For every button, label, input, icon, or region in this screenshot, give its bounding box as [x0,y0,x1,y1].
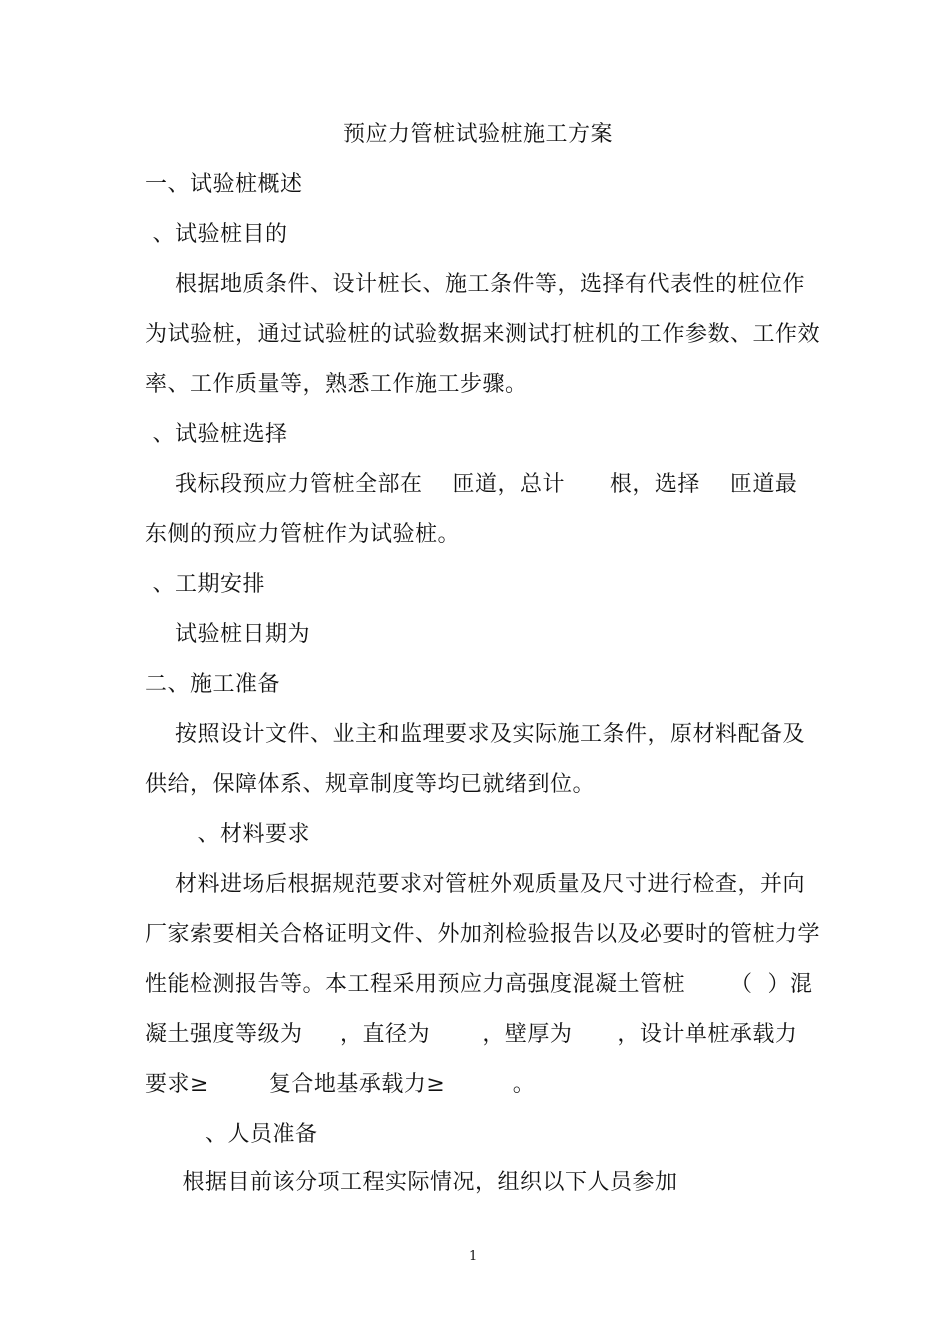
paragraph-line: 根据目前该分项工程实际情况，组织以下人员参加 [145,1170,678,1195]
paragraph-line: 率、工作质量等，熟悉工作施工步骤。 [145,372,528,397]
paragraph-line: 试验桩日期为 [145,622,310,647]
paragraph-line: 根据地质条件、设计桩长、施工条件等，选择有代表性的桩位作 [145,272,805,297]
subsection-heading-personnel: 、人员准备 [145,1122,318,1147]
subsection-heading-purpose: 、试验桩目的 [145,222,288,247]
document-title: 预应力管桩试验桩施工方案 [343,122,614,147]
section-heading-1: 一、试验桩概述 [145,172,303,197]
paragraph-line: 厂家索要相关合格证明文件、外加剂检验报告以及必要时的管桩力学 [145,922,821,947]
paragraph-line: 材料进场后根据规范要求对管桩外观质量及尺寸进行检查，并向 [145,872,805,897]
paragraph-line: 要求≥ 复合地基承载力≥ 。 [145,1072,536,1097]
paragraph-line: 按照设计文件、业主和监理要求及实际施工条件，原材料配备及 [145,722,805,747]
paragraph-line: 供给，保障体系、规章制度等均已就绪到位。 [145,772,596,797]
page-number: 1 [469,1249,478,1264]
subsection-heading-materials: 、材料要求 [145,822,310,847]
paragraph-line: 东侧的预应力管桩作为试验桩。 [145,522,461,547]
paragraph-line: 凝土强度等级为 ，直径为 ，壁厚为 ，设计单桩承载力 [145,1022,798,1047]
paragraph-line: 为试验桩，通过试验桩的试验数据来测试打桩机的工作参数、工作效 [145,322,821,347]
subsection-heading-schedule: 、工期安排 [145,572,265,597]
section-heading-2: 二、施工准备 [145,672,281,697]
subsection-heading-selection: 、试验桩选择 [145,422,288,447]
paragraph-line: 性能检测报告等。本工程采用预应力高强度混凝土管桩 （ ）混 [145,972,813,997]
paragraph-line: 我标段预应力管桩全部在 匝道，总计 根，选择 匝道最 [145,472,798,497]
